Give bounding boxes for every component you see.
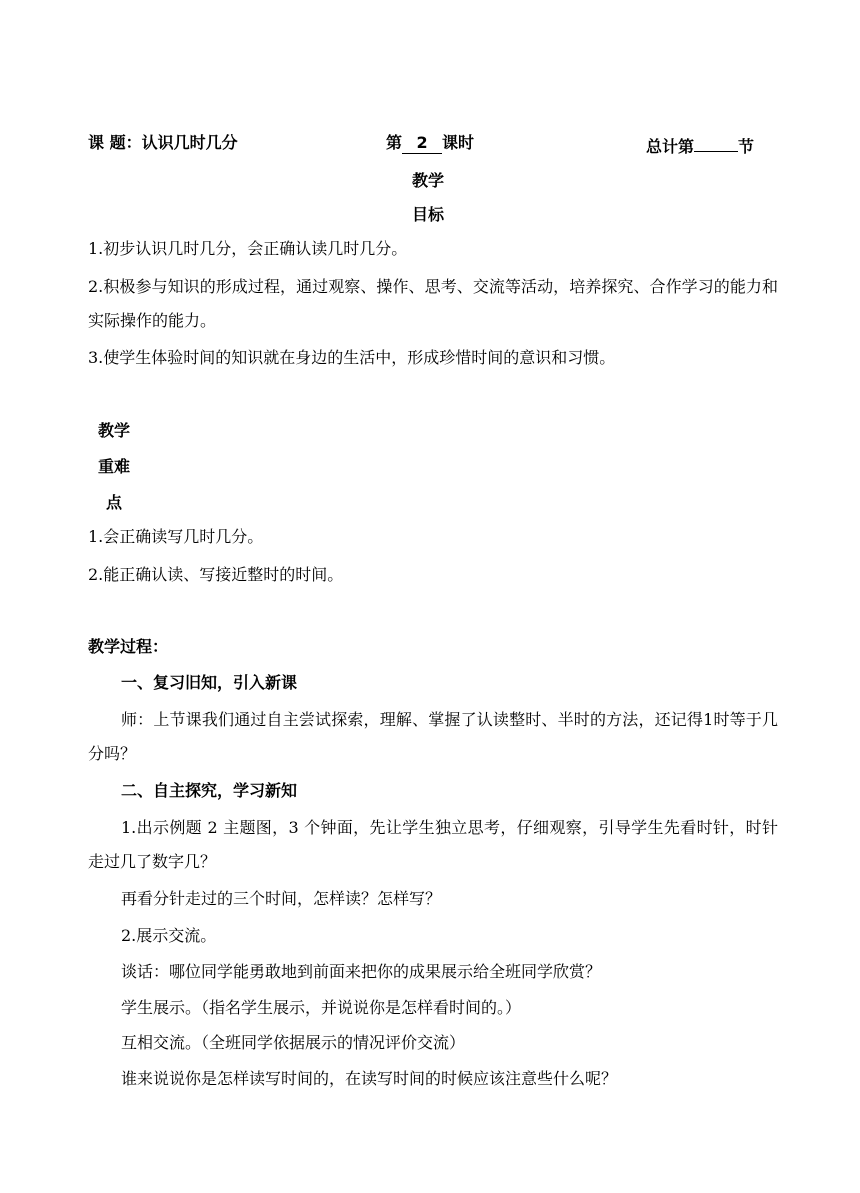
goals-heading-line2: 目标 bbox=[412, 205, 445, 224]
goal-item: 3.使学生体验时间的知识就在身边的生活中，形成珍惜时间的意识和习惯。 bbox=[88, 348, 616, 367]
goal-item: 1.初步认识几时几分，会正确认读几时几分。 bbox=[88, 239, 408, 258]
total-blank bbox=[694, 133, 738, 152]
title-text: 认识几时几分 bbox=[141, 133, 238, 152]
section1-text: 师：上节课我们通过自主尝试探索，理解、掌握了认读整时、半时的方法，还记得1时等于几分吗？ bbox=[88, 710, 778, 763]
keypoint-item: 2.能正确认读、写接近整时的时间。 bbox=[88, 565, 344, 584]
total-suffix: 节 bbox=[738, 137, 755, 156]
total-count-field bbox=[646, 133, 754, 157]
keypoints-heading-line2: 重难 bbox=[98, 457, 131, 476]
show-text: 学生展示。（指名学生展示，并说说你是怎样看时间的。） bbox=[121, 998, 522, 1017]
step1-text: 1.出示例题 2 主题图，3 个钟面，先让学生独立思考，仔细观察，引导学生先看时针，时针走过几了数字几？ bbox=[88, 818, 778, 871]
step2-text: 2.展示交流。 bbox=[121, 926, 217, 945]
keypoint-item: 1.会正确读写几时几分。 bbox=[88, 527, 264, 546]
goals-heading-line1: 教学 bbox=[412, 171, 445, 190]
process-heading: 教学过程： bbox=[88, 637, 169, 656]
talk-text: 谈话：哪位同学能勇敢地到前面来把你的成果展示给全班同学欣赏？ bbox=[121, 962, 602, 981]
title-prefix: 课 题： bbox=[88, 133, 142, 152]
lesson-number: 2 bbox=[402, 133, 442, 154]
lesson-number-field bbox=[386, 133, 474, 154]
question-text: 谁来说说你是怎样读写时间的，在读写时间的时候应该注意些什么呢？ bbox=[121, 1069, 618, 1088]
lesson-prefix: 第 bbox=[386, 133, 403, 152]
section1-title: 一、复习旧知，引入新课 bbox=[121, 673, 298, 692]
step1b-text: 再看分针走过的三个时间，怎样读？怎样写？ bbox=[121, 889, 442, 908]
section2-title: 二、自主探究，学习新知 bbox=[121, 781, 298, 800]
goal-item: 2.积极参与知识的形成过程，通过观察、操作、思考、交流等活动，培养探究、合作学习的能力和实际操作的能力。 bbox=[88, 277, 778, 330]
keypoints-heading-line1: 教学 bbox=[98, 421, 131, 440]
exchange-text: 互相交流。（全班同学依据展示的情况评价交流） bbox=[121, 1033, 466, 1052]
lesson-suffix: 课时 bbox=[442, 133, 475, 152]
keypoints-heading-line3: 点 bbox=[106, 493, 123, 512]
lesson-title bbox=[88, 133, 238, 153]
total-prefix: 总计第 bbox=[646, 137, 695, 156]
